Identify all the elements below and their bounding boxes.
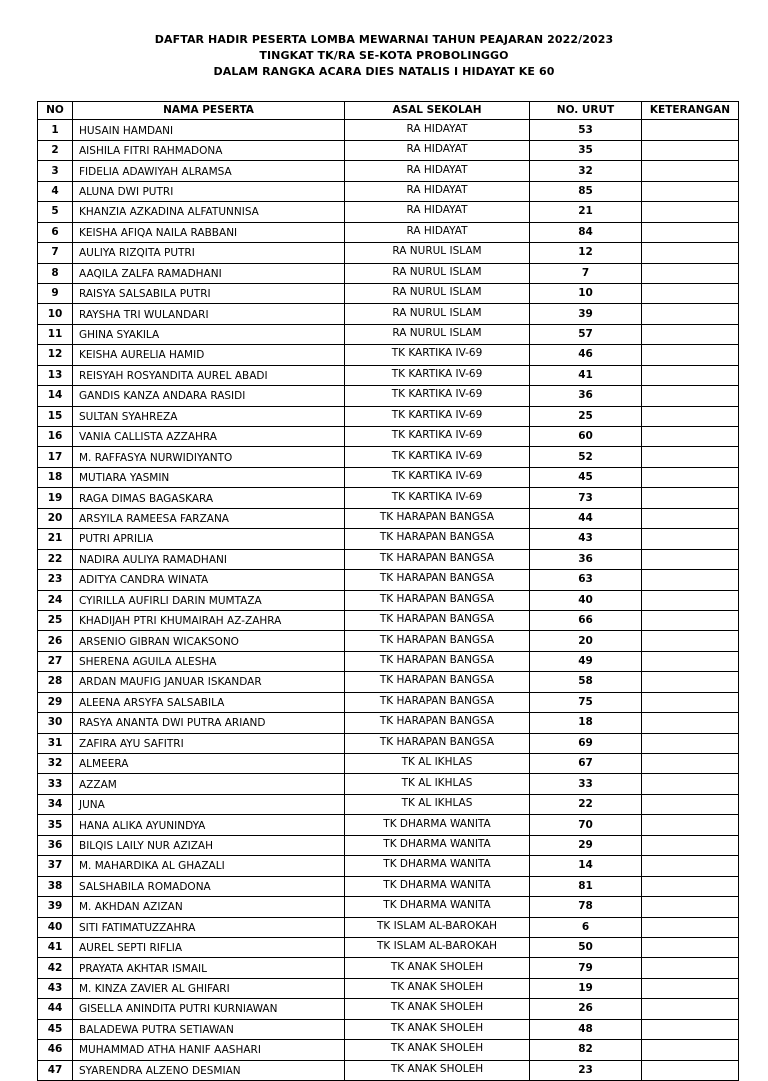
row-number-cell: 17 bbox=[38, 447, 73, 467]
order-number-cell: 41 bbox=[530, 365, 642, 385]
participant-name-cell: ARSYILA RAMEESA FARZANA bbox=[73, 508, 345, 528]
remarks-cell bbox=[642, 467, 739, 487]
row-number-cell: 38 bbox=[38, 876, 73, 896]
school-cell: TK KARTIKA IV-69 bbox=[345, 386, 530, 406]
order-number-cell: 22 bbox=[530, 794, 642, 814]
participant-name-cell: M. RAFFASYA NURWIDIYANTO bbox=[73, 447, 345, 467]
participant-name-cell: PUTRI APRILIA bbox=[73, 529, 345, 549]
table-row bbox=[38, 672, 739, 692]
remarks-cell bbox=[642, 181, 739, 201]
remarks-cell bbox=[642, 1019, 739, 1039]
order-number-cell: 67 bbox=[530, 754, 642, 774]
table-row bbox=[38, 263, 739, 283]
row-number-cell: 1 bbox=[38, 120, 73, 140]
row-number-cell: 45 bbox=[38, 1019, 73, 1039]
remarks-cell bbox=[642, 774, 739, 794]
table-row bbox=[38, 324, 739, 344]
table-row bbox=[38, 243, 739, 263]
remarks-cell bbox=[642, 692, 739, 712]
row-number-cell: 14 bbox=[38, 386, 73, 406]
participant-name-cell: NADIRA AULIYA RAMADHANI bbox=[73, 549, 345, 569]
remarks-cell bbox=[642, 815, 739, 835]
table-row bbox=[38, 488, 739, 508]
order-number-cell: 79 bbox=[530, 958, 642, 978]
order-number-cell: 25 bbox=[530, 406, 642, 426]
school-cell: RA HIDAYAT bbox=[345, 202, 530, 222]
order-number-cell: 63 bbox=[530, 570, 642, 590]
column-header-no-urut: NO. URUT bbox=[530, 102, 642, 120]
participant-name-cell: ADITYA CANDRA WINATA bbox=[73, 570, 345, 590]
school-cell: TK HARAPAN BANGSA bbox=[345, 529, 530, 549]
school-cell: TK HARAPAN BANGSA bbox=[345, 692, 530, 712]
table-row bbox=[38, 1060, 739, 1080]
participant-name-cell: JUNA bbox=[73, 794, 345, 814]
remarks-cell bbox=[642, 713, 739, 733]
table-row bbox=[38, 447, 739, 467]
school-cell: TK DHARMA WANITA bbox=[345, 897, 530, 917]
row-number-cell: 25 bbox=[38, 610, 73, 630]
remarks-cell bbox=[642, 978, 739, 998]
order-number-cell: 36 bbox=[530, 549, 642, 569]
remarks-cell bbox=[642, 897, 739, 917]
table-row bbox=[38, 304, 739, 324]
participant-name-cell: PRAYATA AKHTAR ISMAIL bbox=[73, 958, 345, 978]
table-row bbox=[38, 283, 739, 303]
school-cell: TK KARTIKA IV-69 bbox=[345, 467, 530, 487]
school-cell: RA NURUL ISLAM bbox=[345, 283, 530, 303]
participant-name-cell: AZZAM bbox=[73, 774, 345, 794]
row-number-cell: 40 bbox=[38, 917, 73, 937]
participant-name-cell: RAYSHA TRI WULANDARI bbox=[73, 304, 345, 324]
school-cell: TK AL IKHLAS bbox=[345, 794, 530, 814]
table-row bbox=[38, 161, 739, 181]
order-number-cell: 40 bbox=[530, 590, 642, 610]
remarks-cell bbox=[642, 1040, 739, 1060]
order-number-cell: 57 bbox=[530, 324, 642, 344]
school-cell: TK HARAPAN BANGSA bbox=[345, 672, 530, 692]
participant-name-cell: HUSAIN HAMDANI bbox=[73, 120, 345, 140]
table-row bbox=[38, 345, 739, 365]
order-number-cell: 26 bbox=[530, 999, 642, 1019]
participant-name-cell: ARSENIO GIBRAN WICAKSONO bbox=[73, 631, 345, 651]
table-row bbox=[38, 733, 739, 753]
remarks-cell bbox=[642, 529, 739, 549]
participant-name-cell: KHADIJAH PTRI KHUMAIRAH AZ-ZAHRA bbox=[73, 610, 345, 630]
participant-name-cell: AISHILA FITRI RAHMADONA bbox=[73, 140, 345, 160]
remarks-cell bbox=[642, 999, 739, 1019]
order-number-cell: 18 bbox=[530, 713, 642, 733]
order-number-cell: 48 bbox=[530, 1019, 642, 1039]
school-cell: RA HIDAYAT bbox=[345, 120, 530, 140]
row-number-cell: 2 bbox=[38, 140, 73, 160]
order-number-cell: 36 bbox=[530, 386, 642, 406]
order-number-cell: 70 bbox=[530, 815, 642, 835]
row-number-cell: 10 bbox=[38, 304, 73, 324]
school-cell: RA HIDAYAT bbox=[345, 181, 530, 201]
order-number-cell: 75 bbox=[530, 692, 642, 712]
school-cell: TK HARAPAN BANGSA bbox=[345, 590, 530, 610]
remarks-cell bbox=[642, 794, 739, 814]
remarks-cell bbox=[642, 958, 739, 978]
remarks-cell bbox=[642, 202, 739, 222]
participant-name-cell: ZAFIRA AYU SAFITRI bbox=[73, 733, 345, 753]
table-row bbox=[38, 774, 739, 794]
remarks-cell bbox=[642, 549, 739, 569]
school-cell: RA NURUL ISLAM bbox=[345, 324, 530, 344]
participant-name-cell: GISELLA ANINDITA PUTRI KURNIAWAN bbox=[73, 999, 345, 1019]
row-number-cell: 5 bbox=[38, 202, 73, 222]
row-number-cell: 43 bbox=[38, 978, 73, 998]
school-cell: TK DHARMA WANITA bbox=[345, 856, 530, 876]
order-number-cell: 43 bbox=[530, 529, 642, 549]
participant-name-cell: BILQIS LAILY NUR AZIZAH bbox=[73, 835, 345, 855]
row-number-cell: 13 bbox=[38, 365, 73, 385]
column-header-nama-peserta: NAMA PESERTA bbox=[73, 102, 345, 120]
table-row bbox=[38, 876, 739, 896]
remarks-cell bbox=[642, 345, 739, 365]
remarks-cell bbox=[642, 876, 739, 896]
table-row bbox=[38, 406, 739, 426]
participant-name-cell: RASYA ANANTA DWI PUTRA ARIAND bbox=[73, 713, 345, 733]
row-number-cell: 18 bbox=[38, 467, 73, 487]
remarks-cell bbox=[642, 1060, 739, 1080]
remarks-cell bbox=[642, 590, 739, 610]
row-number-cell: 47 bbox=[38, 1060, 73, 1080]
remarks-cell bbox=[642, 161, 739, 181]
school-cell: TK ANAK SHOLEH bbox=[345, 978, 530, 998]
table-row bbox=[38, 529, 739, 549]
participant-name-cell: AAQILA ZALFA RAMADHANI bbox=[73, 263, 345, 283]
order-number-cell: 73 bbox=[530, 488, 642, 508]
row-number-cell: 46 bbox=[38, 1040, 73, 1060]
remarks-cell bbox=[642, 324, 739, 344]
order-number-cell: 19 bbox=[530, 978, 642, 998]
row-number-cell: 21 bbox=[38, 529, 73, 549]
order-number-cell: 33 bbox=[530, 774, 642, 794]
row-number-cell: 15 bbox=[38, 406, 73, 426]
school-cell: TK ANAK SHOLEH bbox=[345, 999, 530, 1019]
attendance-table bbox=[37, 101, 739, 1081]
participant-name-cell: SITI FATIMATUZZAHRA bbox=[73, 917, 345, 937]
participant-name-cell: SHERENA AGUILA ALESHA bbox=[73, 651, 345, 671]
table-row bbox=[38, 508, 739, 528]
document-subtitle-level: TINGKAT TK/RA SE-KOTA PROBOLINGGO bbox=[259, 49, 509, 62]
table-row bbox=[38, 202, 739, 222]
participant-name-cell: SULTAN SYAHREZA bbox=[73, 406, 345, 426]
school-cell: TK HARAPAN BANGSA bbox=[345, 713, 530, 733]
remarks-cell bbox=[642, 283, 739, 303]
column-header-keterangan: KETERANGAN bbox=[642, 102, 739, 120]
row-number-cell: 31 bbox=[38, 733, 73, 753]
participant-name-cell: GHINA SYAKILA bbox=[73, 324, 345, 344]
table-row bbox=[38, 570, 739, 590]
table-row bbox=[38, 365, 739, 385]
table-row bbox=[38, 590, 739, 610]
order-number-cell: 50 bbox=[530, 937, 642, 957]
order-number-cell: 46 bbox=[530, 345, 642, 365]
participant-name-cell: SYARENDRA ALZENO DESMIAN bbox=[73, 1060, 345, 1080]
school-cell: TK DHARMA WANITA bbox=[345, 815, 530, 835]
order-number-cell: 6 bbox=[530, 917, 642, 937]
table-row bbox=[38, 856, 739, 876]
order-number-cell: 14 bbox=[530, 856, 642, 876]
row-number-cell: 19 bbox=[38, 488, 73, 508]
table-row bbox=[38, 1019, 739, 1039]
table-row bbox=[38, 754, 739, 774]
row-number-cell: 30 bbox=[38, 713, 73, 733]
participant-name-cell: RAISYA SALSABILA PUTRI bbox=[73, 283, 345, 303]
remarks-cell bbox=[642, 937, 739, 957]
participant-name-cell: GANDIS KANZA ANDARA RASIDI bbox=[73, 386, 345, 406]
school-cell: TK HARAPAN BANGSA bbox=[345, 631, 530, 651]
table-row bbox=[38, 897, 739, 917]
order-number-cell: 84 bbox=[530, 222, 642, 242]
participant-name-cell: M. MAHARDIKA AL GHAZALI bbox=[73, 856, 345, 876]
school-cell: TK DHARMA WANITA bbox=[345, 835, 530, 855]
participant-name-cell: MUTIARA YASMIN bbox=[73, 467, 345, 487]
school-cell: TK KARTIKA IV-69 bbox=[345, 427, 530, 447]
table-body bbox=[38, 120, 739, 1081]
remarks-cell bbox=[642, 733, 739, 753]
remarks-cell bbox=[642, 672, 739, 692]
table-row bbox=[38, 835, 739, 855]
table-row bbox=[38, 467, 739, 487]
school-cell: TK HARAPAN BANGSA bbox=[345, 570, 530, 590]
table-row bbox=[38, 181, 739, 201]
order-number-cell: 52 bbox=[530, 447, 642, 467]
order-number-cell: 58 bbox=[530, 672, 642, 692]
school-cell: TK HARAPAN BANGSA bbox=[345, 651, 530, 671]
participant-name-cell: RAGA DIMAS BAGASKARA bbox=[73, 488, 345, 508]
school-cell: RA NURUL ISLAM bbox=[345, 263, 530, 283]
school-cell: TK HARAPAN BANGSA bbox=[345, 549, 530, 569]
row-number-cell: 34 bbox=[38, 794, 73, 814]
order-number-cell: 81 bbox=[530, 876, 642, 896]
order-number-cell: 12 bbox=[530, 243, 642, 263]
table-row bbox=[38, 958, 739, 978]
row-number-cell: 22 bbox=[38, 549, 73, 569]
row-number-cell: 37 bbox=[38, 856, 73, 876]
table-row bbox=[38, 815, 739, 835]
row-number-cell: 16 bbox=[38, 427, 73, 447]
row-number-cell: 11 bbox=[38, 324, 73, 344]
row-number-cell: 6 bbox=[38, 222, 73, 242]
remarks-cell bbox=[642, 427, 739, 447]
order-number-cell: 82 bbox=[530, 1040, 642, 1060]
participant-name-cell: ALMEERA bbox=[73, 754, 345, 774]
remarks-cell bbox=[642, 917, 739, 937]
school-cell: TK HARAPAN BANGSA bbox=[345, 508, 530, 528]
table-row bbox=[38, 937, 739, 957]
row-number-cell: 44 bbox=[38, 999, 73, 1019]
school-cell: TK ANAK SHOLEH bbox=[345, 958, 530, 978]
table-row bbox=[38, 427, 739, 447]
order-number-cell: 85 bbox=[530, 181, 642, 201]
order-number-cell: 45 bbox=[530, 467, 642, 487]
participant-name-cell: ALUNA DWI PUTRI bbox=[73, 181, 345, 201]
remarks-cell bbox=[642, 140, 739, 160]
participant-name-cell: MUHAMMAD ATHA HANIF AASHARI bbox=[73, 1040, 345, 1060]
school-cell: RA HIDAYAT bbox=[345, 222, 530, 242]
remarks-cell bbox=[642, 263, 739, 283]
order-number-cell: 44 bbox=[530, 508, 642, 528]
table-row bbox=[38, 794, 739, 814]
order-number-cell: 66 bbox=[530, 610, 642, 630]
row-number-cell: 29 bbox=[38, 692, 73, 712]
table-row bbox=[38, 140, 739, 160]
participant-name-cell: AUREL SEPTI RIFLIA bbox=[73, 937, 345, 957]
order-number-cell: 32 bbox=[530, 161, 642, 181]
row-number-cell: 24 bbox=[38, 590, 73, 610]
order-number-cell: 69 bbox=[530, 733, 642, 753]
row-number-cell: 20 bbox=[38, 508, 73, 528]
school-cell: TK KARTIKA IV-69 bbox=[345, 365, 530, 385]
order-number-cell: 21 bbox=[530, 202, 642, 222]
document-title: DAFTAR HADIR PESERTA LOMBA MEWARNAI TAHUN PEAJARAN 2022/2023 bbox=[154, 33, 614, 46]
row-number-cell: 26 bbox=[38, 631, 73, 651]
participant-name-cell: ARDAN MAUFIG JANUAR ISKANDAR bbox=[73, 672, 345, 692]
table-row bbox=[38, 549, 739, 569]
participant-name-cell: REISYAH ROSYANDITA AUREL ABADI bbox=[73, 365, 345, 385]
remarks-cell bbox=[642, 406, 739, 426]
school-cell: RA NURUL ISLAM bbox=[345, 243, 530, 263]
table-row bbox=[38, 386, 739, 406]
row-number-cell: 32 bbox=[38, 754, 73, 774]
participant-name-cell: FIDELIA ADAWIYAH ALRAMSA bbox=[73, 161, 345, 181]
order-number-cell: 49 bbox=[530, 651, 642, 671]
school-cell: TK HARAPAN BANGSA bbox=[345, 610, 530, 630]
remarks-cell bbox=[642, 488, 739, 508]
row-number-cell: 39 bbox=[38, 897, 73, 917]
table-row bbox=[38, 978, 739, 998]
school-cell: TK KARTIKA IV-69 bbox=[345, 447, 530, 467]
participant-name-cell: M. KINZA ZAVIER AL GHIFARI bbox=[73, 978, 345, 998]
order-number-cell: 60 bbox=[530, 427, 642, 447]
order-number-cell: 29 bbox=[530, 835, 642, 855]
participant-name-cell: SALSHABILA ROMADONA bbox=[73, 876, 345, 896]
column-header-asal-sekolah: ASAL SEKOLAH bbox=[345, 102, 530, 120]
remarks-cell bbox=[642, 365, 739, 385]
remarks-cell bbox=[642, 651, 739, 671]
table-row bbox=[38, 651, 739, 671]
school-cell: TK ANAK SHOLEH bbox=[345, 1019, 530, 1039]
school-cell: RA HIDAYAT bbox=[345, 161, 530, 181]
table-row bbox=[38, 120, 739, 140]
school-cell: TK AL IKHLAS bbox=[345, 774, 530, 794]
column-header-no: NO bbox=[38, 102, 73, 120]
remarks-cell bbox=[642, 222, 739, 242]
document-header bbox=[0, 32, 768, 80]
table-row bbox=[38, 999, 739, 1019]
row-number-cell: 28 bbox=[38, 672, 73, 692]
participant-name-cell: AULIYA RIZQITA PUTRI bbox=[73, 243, 345, 263]
remarks-cell bbox=[642, 243, 739, 263]
remarks-cell bbox=[642, 835, 739, 855]
row-number-cell: 41 bbox=[38, 937, 73, 957]
order-number-cell: 78 bbox=[530, 897, 642, 917]
participant-name-cell: ALEENA ARSYFA SALSABILA bbox=[73, 692, 345, 712]
participant-name-cell: VANIA CALLISTA AZZAHRA bbox=[73, 427, 345, 447]
document-subtitle-event: DALAM RANGKA ACARA DIES NATALIS I HIDAYAT KE 60 bbox=[213, 65, 555, 78]
participant-name-cell: KHANZIA AZKADINA ALFATUNNISA bbox=[73, 202, 345, 222]
remarks-cell bbox=[642, 508, 739, 528]
participant-name-cell: KEISHA AFIQA NAILA RABBANI bbox=[73, 222, 345, 242]
remarks-cell bbox=[642, 610, 739, 630]
table-row bbox=[38, 692, 739, 712]
school-cell: TK ANAK SHOLEH bbox=[345, 1060, 530, 1080]
participant-name-cell: HANA ALIKA AYUNINDYA bbox=[73, 815, 345, 835]
school-cell: TK HARAPAN BANGSA bbox=[345, 733, 530, 753]
order-number-cell: 39 bbox=[530, 304, 642, 324]
remarks-cell bbox=[642, 304, 739, 324]
table-row bbox=[38, 610, 739, 630]
row-number-cell: 8 bbox=[38, 263, 73, 283]
table-header-row bbox=[38, 102, 739, 120]
row-number-cell: 9 bbox=[38, 283, 73, 303]
remarks-cell bbox=[642, 386, 739, 406]
remarks-cell bbox=[642, 856, 739, 876]
row-number-cell: 23 bbox=[38, 570, 73, 590]
school-cell: TK AL IKHLAS bbox=[345, 754, 530, 774]
table-row bbox=[38, 917, 739, 937]
participant-name-cell: KEISHA AURELIA HAMID bbox=[73, 345, 345, 365]
table-row bbox=[38, 631, 739, 651]
school-cell: TK ISLAM AL-BAROKAH bbox=[345, 917, 530, 937]
order-number-cell: 10 bbox=[530, 283, 642, 303]
order-number-cell: 53 bbox=[530, 120, 642, 140]
table-row bbox=[38, 713, 739, 733]
school-cell: RA HIDAYAT bbox=[345, 140, 530, 160]
row-number-cell: 3 bbox=[38, 161, 73, 181]
school-cell: TK ISLAM AL-BAROKAH bbox=[345, 937, 530, 957]
row-number-cell: 36 bbox=[38, 835, 73, 855]
remarks-cell bbox=[642, 120, 739, 140]
remarks-cell bbox=[642, 631, 739, 651]
row-number-cell: 33 bbox=[38, 774, 73, 794]
row-number-cell: 12 bbox=[38, 345, 73, 365]
table-row bbox=[38, 1040, 739, 1060]
participant-name-cell: BALADEWA PUTRA SETIAWAN bbox=[73, 1019, 345, 1039]
order-number-cell: 20 bbox=[530, 631, 642, 651]
school-cell: TK KARTIKA IV-69 bbox=[345, 406, 530, 426]
remarks-cell bbox=[642, 570, 739, 590]
participant-name-cell: CYIRILLA AUFIRLI DARIN MUMTAZA bbox=[73, 590, 345, 610]
row-number-cell: 42 bbox=[38, 958, 73, 978]
school-cell: TK KARTIKA IV-69 bbox=[345, 488, 530, 508]
order-number-cell: 35 bbox=[530, 140, 642, 160]
remarks-cell bbox=[642, 447, 739, 467]
school-cell: TK DHARMA WANITA bbox=[345, 876, 530, 896]
row-number-cell: 4 bbox=[38, 181, 73, 201]
school-cell: TK KARTIKA IV-69 bbox=[345, 345, 530, 365]
participant-name-cell: M. AKHDAN AZIZAN bbox=[73, 897, 345, 917]
school-cell: TK ANAK SHOLEH bbox=[345, 1040, 530, 1060]
remarks-cell bbox=[642, 754, 739, 774]
row-number-cell: 7 bbox=[38, 243, 73, 263]
row-number-cell: 35 bbox=[38, 815, 73, 835]
school-cell: RA NURUL ISLAM bbox=[345, 304, 530, 324]
order-number-cell: 23 bbox=[530, 1060, 642, 1080]
table-row bbox=[38, 222, 739, 242]
order-number-cell: 7 bbox=[530, 263, 642, 283]
row-number-cell: 27 bbox=[38, 651, 73, 671]
